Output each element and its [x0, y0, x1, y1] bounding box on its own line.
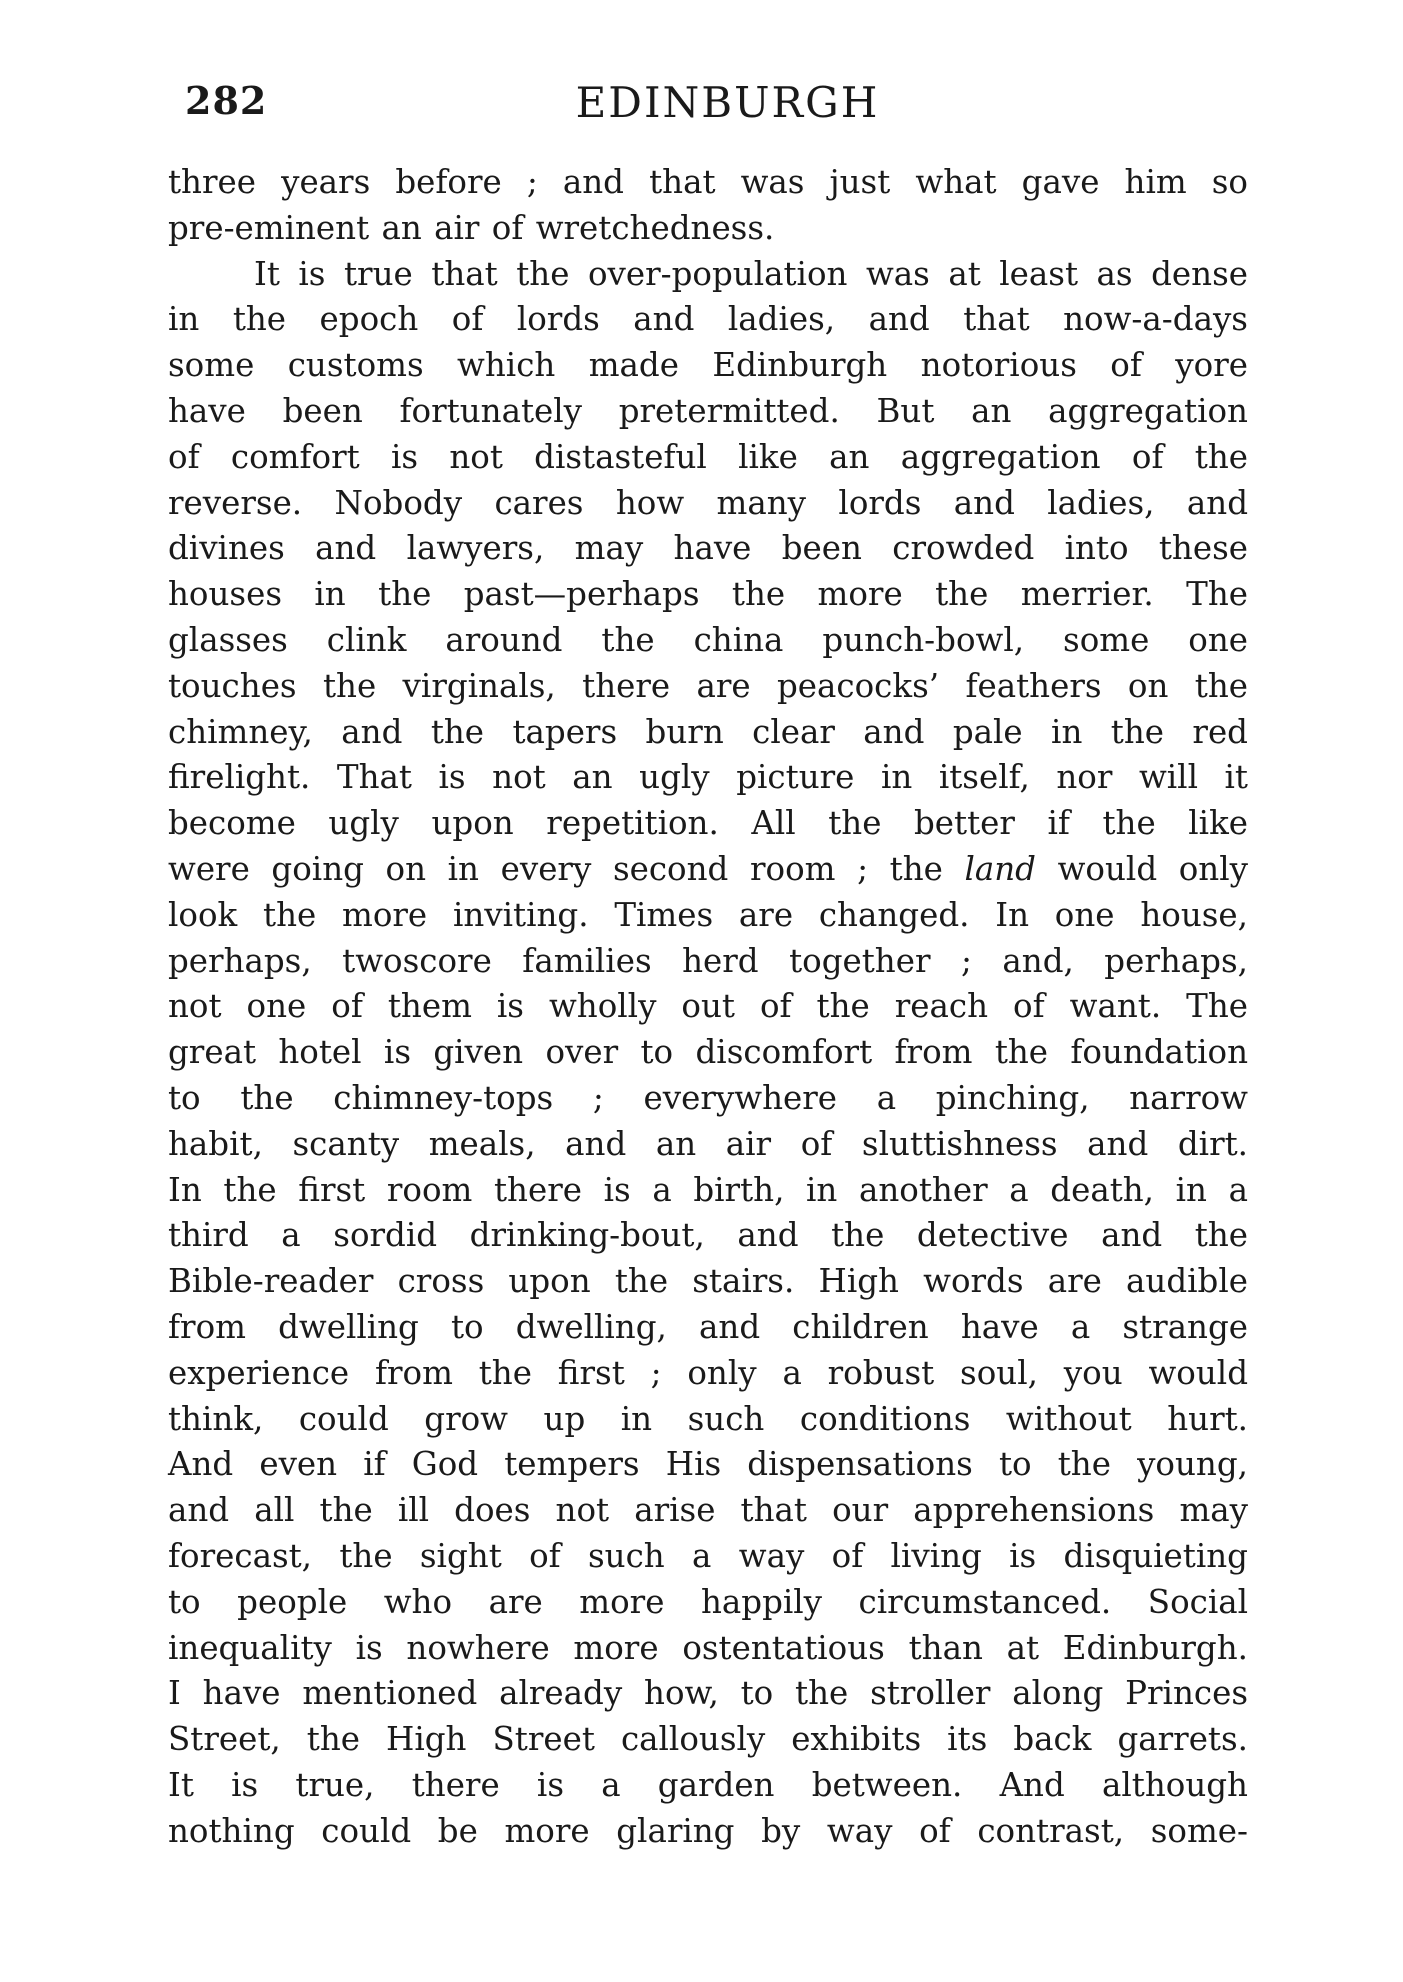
text-line: I have mentioned already how, to the stroller along Princes: [168, 1674, 1248, 1713]
text-line: and all the ill does not arise that our apprehensions may: [168, 1491, 1248, 1530]
text-line: perhaps, twoscore families herd together ; and, perhaps,: [168, 941, 1248, 980]
text-line: It is true that the over-population was at least as dense: [254, 254, 1248, 293]
text-line: touches the virginals, there are peacocks’ feathers on the: [168, 666, 1248, 705]
text-line: in the epoch of lords and ladies, and that now-a-days: [168, 300, 1248, 339]
text-line: glasses clink around the china punch-bowl, some one: [168, 620, 1248, 659]
text-segment: were going on in every second room ; the: [168, 849, 965, 888]
italic-word: land: [964, 849, 1036, 888]
text-line: have been fortunately pretermitted. But an aggregation: [168, 391, 1248, 430]
running-title: EDINBURGH: [575, 78, 880, 127]
text-line: Bible-reader cross upon the stairs. High words are audible: [168, 1262, 1248, 1301]
text-line: divines and lawyers, may have been crowded into these: [168, 529, 1248, 568]
text-line: inequality is nowhere more ostentatious than at Edinburgh.: [168, 1628, 1248, 1667]
text-line: Street, the High Street callously exhibits its back garrets.: [168, 1720, 1248, 1759]
body-text: [168, 160, 1248, 1854]
text-line: In the first room there is a birth, in another a death, in a: [168, 1170, 1248, 1209]
text-line: chimney, and the tapers burn clear and pale in the red: [168, 712, 1248, 751]
text-line: to people who are more happily circumstanced. Social: [168, 1582, 1248, 1621]
text-line: experience from the first ; only a robust soul, you would: [168, 1353, 1248, 1392]
text-line: look the more inviting. Times are changed. In one house,: [168, 895, 1248, 934]
text-line: not one of them is wholly out of the reach of want. The: [168, 987, 1248, 1026]
text-line: And even if God tempers His dispensations to the young,: [168, 1445, 1248, 1484]
text-line: It is true, there is a garden between. And although: [168, 1765, 1248, 1804]
text-line: three years before ; and that was just what gave him so: [168, 163, 1248, 201]
text-line: think, could grow up in such conditions without hurt.: [168, 1399, 1248, 1438]
text-line: of comfort is not distasteful like an aggregation of the: [168, 437, 1248, 476]
text-line: reverse. Nobody cares how many lords and ladies, and: [168, 483, 1248, 522]
text-line: to the chimney-tops ; everywhere a pinching, narrow: [168, 1078, 1248, 1117]
text-line: firelight. That is not an ugly picture in itself, nor will it: [168, 758, 1248, 797]
text-line: third a sordid drinking-bout, and the detective and the: [168, 1216, 1248, 1255]
page-number: 282: [185, 78, 268, 123]
text-line: habit, scanty meals, and an air of sluttishness and dirt.: [168, 1124, 1248, 1163]
text-line: forecast, the sight of such a way of living is disquieting: [168, 1536, 1248, 1575]
text-line: become ugly upon repetition. All the better if the like: [168, 804, 1248, 843]
text-segment: would only: [1036, 849, 1248, 888]
running-head: [185, 78, 1270, 138]
text-line: nothing could be more glaring by way of contrast, some-: [168, 1811, 1248, 1850]
text-line: great hotel is given over to discomfort from the foundation: [168, 1033, 1248, 1072]
text-line: pre-eminent an air of wretchedness.: [168, 208, 775, 247]
text-line: some customs which made Edinburgh notorious of yore: [168, 346, 1248, 385]
text-line: houses in the past—perhaps the more the merrier. The: [168, 575, 1248, 614]
text-line: from dwelling to dwelling, and children have a strange: [168, 1307, 1248, 1346]
text-line-with-italic: [168, 847, 1248, 893]
